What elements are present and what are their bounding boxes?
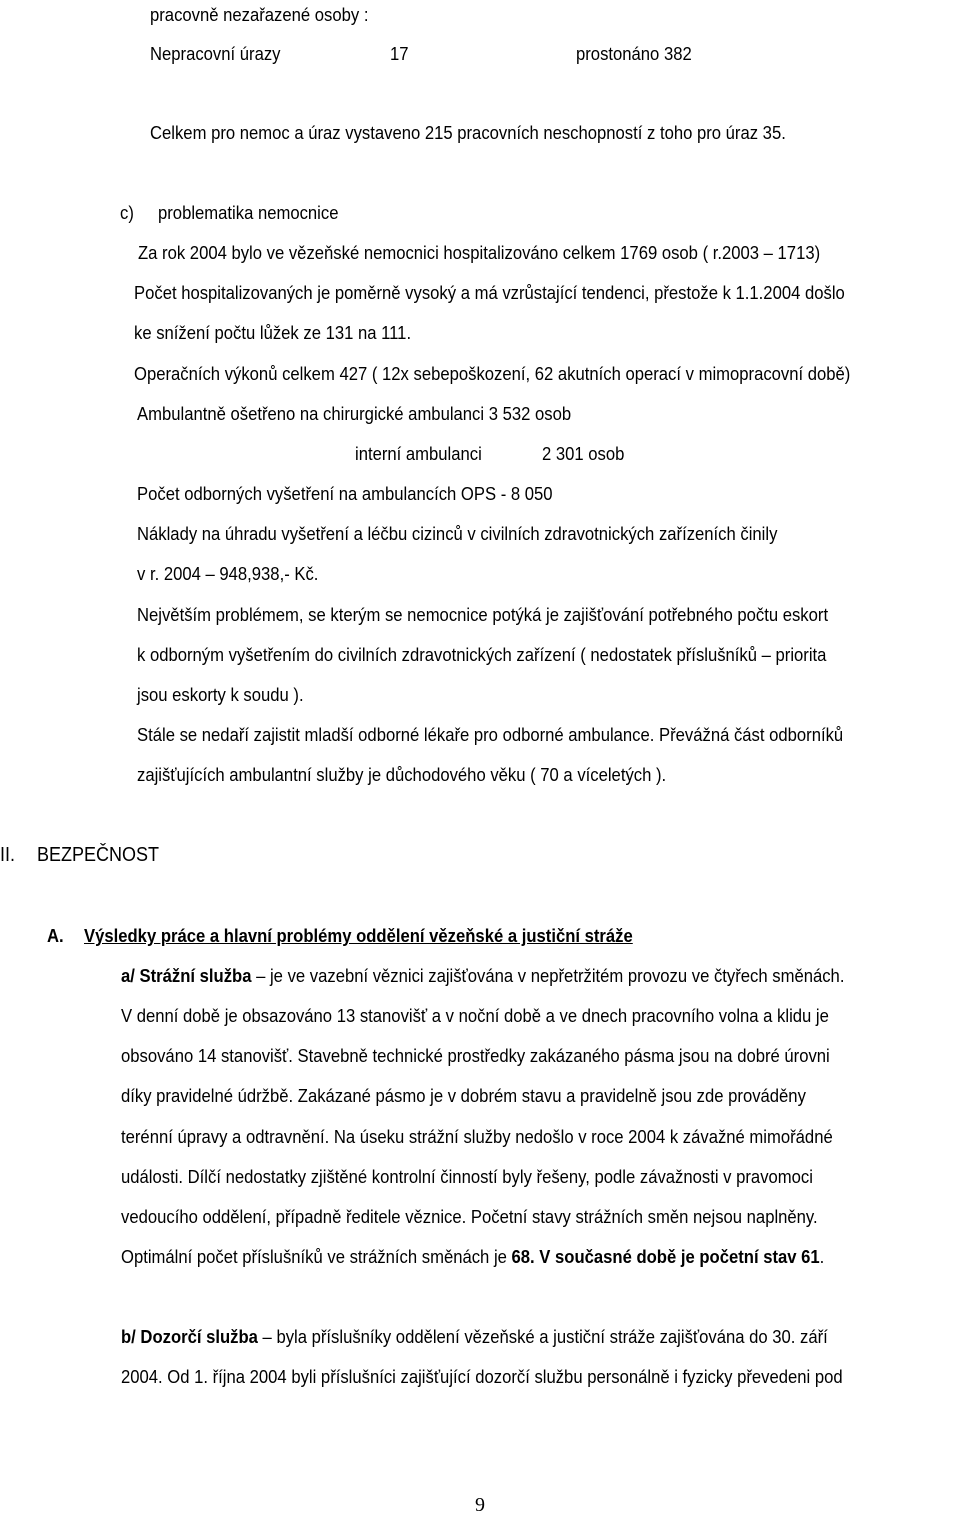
text-line: jsou eskorty k soudu ).: [137, 684, 304, 705]
list-label: c): [120, 202, 134, 223]
text-line: pracovně nezařazené osoby :: [150, 4, 369, 25]
text-line: vedoucího oddělení, případně ředitele věznice. Početní stavy strážních směn nejsou naplněny.: [121, 1206, 818, 1227]
paragraph-first-line: [121, 965, 844, 987]
subsection-title: Výsledky práce a hlavní problémy oddělení vězeňské a justiční stráže: [84, 925, 633, 946]
text-line: Za rok 2004 bylo ve vězeňské nemocnici hospitalizováno celkem 1769 osob ( r.2003 – 1713): [138, 242, 821, 263]
text-line: díky pravidelné údržbě. Zakázané pásmo je v dobrém stavu a pravidelně jsou zde prováděny: [121, 1085, 806, 1106]
text-line: v r. 2004 – 948,938,- Kč.: [137, 563, 319, 584]
paragraph-first-line: [121, 1326, 828, 1348]
text-line: zajišťujících ambulantní služby je důchodového věku ( 70 a víceletých ).: [137, 764, 667, 785]
supervisory-lead: b/ Dozorčí služba: [121, 1326, 258, 1347]
section-number: II.: [0, 844, 16, 866]
text-line: Nepracovní úrazy: [150, 43, 281, 64]
text-line: Náklady na úhradu vyšetření a léčbu cizinců v civilních zdravotnických zařízeních činily: [137, 523, 778, 544]
text-line: 2 301 osob: [542, 443, 625, 464]
supervisory-line-rest: – byla příslušníky oddělení vězeňské a justiční stráže zajišťována do 30. září: [262, 1326, 828, 1347]
text-line: Největším problémem, se kterým se nemocnice potýká je zajišťování potřebného počtu eskort: [137, 604, 829, 625]
text-line: 17: [390, 43, 409, 64]
section-title: BEZPEČNOST: [37, 844, 160, 866]
text-span: Optimální počet příslušníků ve strážních směnách je: [121, 1246, 507, 1267]
subsection-label: A.: [47, 925, 64, 946]
text-line: prostonáno 382: [576, 43, 692, 64]
guard-lead: a/ Strážní služba: [121, 965, 252, 986]
text-line: 2004. Od 1. října 2004 byli příslušníci zajišťující dozorčí službu personálně i fyzicky převedeni pod: [121, 1366, 843, 1387]
text-line: [121, 1246, 824, 1268]
required-count: 68: [511, 1246, 531, 1267]
page-number: 9: [475, 1494, 485, 1516]
text-line: obsováno 14 stanovišť. Stavebně technické prostředky zakázaného pásma jsou na dobré úrovni: [121, 1045, 830, 1066]
text-line: ke snížení počtu lůžek ze 131 na 111.: [134, 322, 412, 343]
text-line: terénní úpravy a odtravnění. Na úseku strážní služby nedošlo v roce 2004 k závažné mimořádné: [121, 1126, 833, 1147]
text-line: Celkem pro nemoc a úraz vystaveno 215 pracovních neschopností z toho pro úraz 35.: [150, 122, 786, 143]
current-state: V současné době je početní stav 61: [539, 1246, 820, 1267]
text-line: události. Dílčí nedostatky zjištěné kontrolní činností byly řešeny, podle závažnosti v pravomoci: [121, 1166, 813, 1187]
text-line: Počet odborných vyšetření na ambulancích OPS - 8 050: [137, 483, 553, 504]
text-line: interní ambulanci: [355, 443, 482, 464]
text-line: Počet hospitalizovaných je poměrně vysoký a má vzrůstající tendenci, přestože k 1.1.2004 došlo: [134, 282, 845, 303]
subsection-heading: problematika nemocnice: [158, 202, 339, 223]
text-line: Ambulantně ošetřeno na chirurgické ambulanci 3 532 osob: [137, 403, 572, 424]
text-line: k odborným vyšetřením do civilních zdravotnických zařízení ( nedostatek příslušníků – priorita: [137, 644, 827, 665]
punctuation: .: [530, 1246, 535, 1267]
text-line: V denní době je obsazováno 13 stanovišť a v noční době a ve dnech pracovního volna a klidu je: [121, 1005, 829, 1026]
text-line: Stále se nedaří zajistit mladší odborné lékaře pro odborné ambulance. Převážná část odborníků: [137, 724, 844, 745]
text-line: Operačních výkonů celkem 427 ( 12x sebepoškození, 62 akutních operací v mimopracovní době): [134, 363, 851, 384]
guard-line-rest: – je ve vazební věznici zajišťována v nepřetržitém provozu ve čtyřech směnách.: [256, 965, 845, 986]
punctuation: .: [819, 1246, 825, 1267]
